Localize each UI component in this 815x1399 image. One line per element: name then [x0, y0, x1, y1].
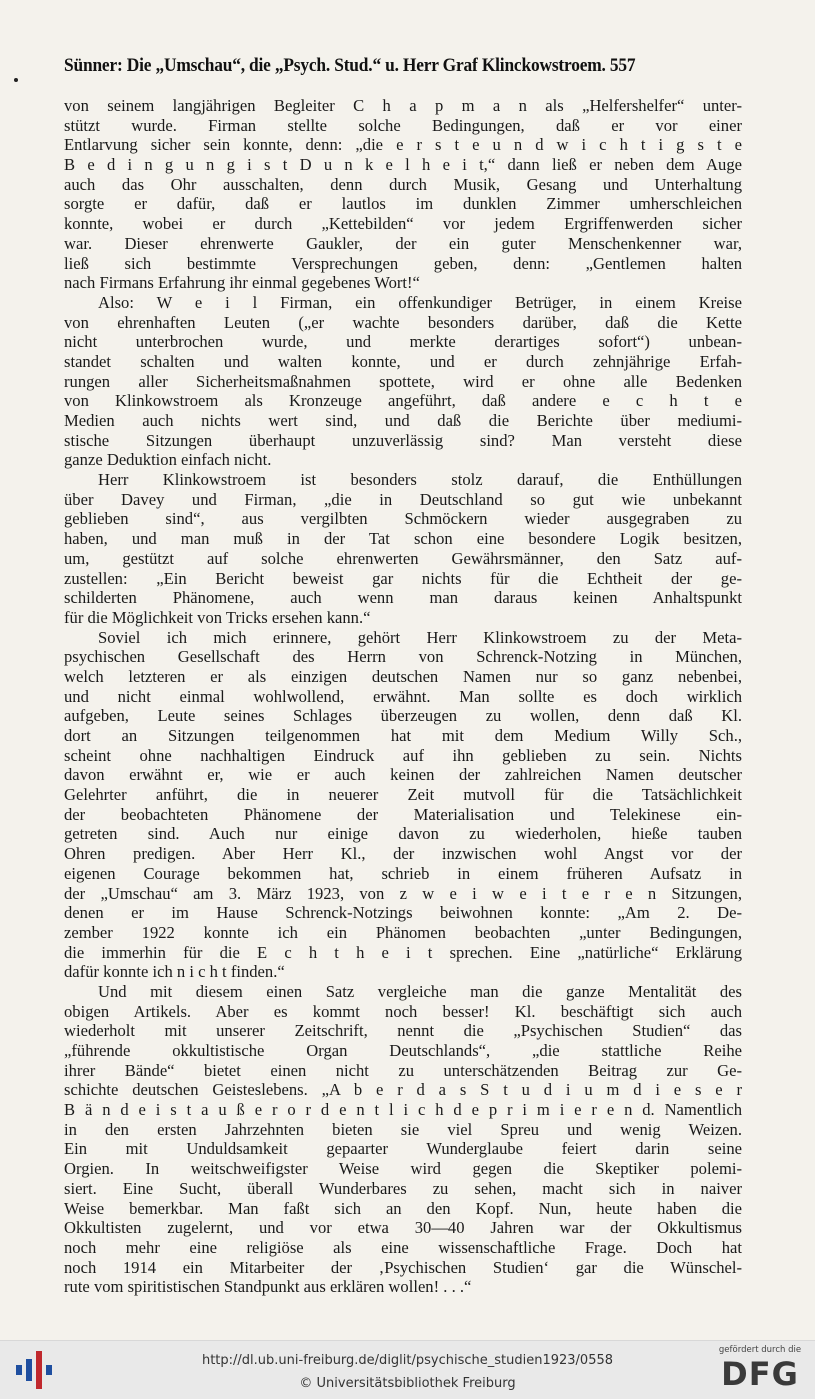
text-line: B e d i n g u n g i s t D u n k e l h e i t,“ dann ließ er neben dem Auge [64, 155, 742, 175]
text-line: noch mehr eine religiöse als eine wissenschaftliche Frage. Doch hat [64, 1237, 742, 1257]
running-head: Sünner: Die „Umschau“, die „Psych. Stud.“ u. Herr Graf Klinckowstroem. 557 [64, 56, 636, 76]
text-line: Entlarvung sicher sein konnte, denn: „die e r s t e u n d w i c h t i g s t e [64, 135, 742, 155]
text-line: dort an Sitzungen teilgenommen hat mit dem Medium Willy Sch., [64, 726, 742, 745]
text-line: die immerhin für die E c h t h e i t sprechen. Eine „natürliche“ Erklärung [64, 942, 742, 962]
text-line: um, gestützt auf solche ehrenwerten Gewährsmänner, den Satz auf- [64, 548, 742, 568]
text-line: getreten sind. Auch nur einige davon zu wiederholen, hieße tauben [64, 824, 742, 844]
text-line: Ein mit Unduldsamkeit gepaarter Wunderglaube feiert darin seine [64, 1139, 742, 1159]
text-line: und nicht einmal wohlwollend, erwähnt. Man sollte es doch wirklich [64, 686, 742, 706]
text-line: schichte deutschen Geisteslebens. „A b e r d a s S t u d i u m d i e s e r [64, 1080, 742, 1100]
text-line: auch das Ohr ausschalten, denn durch Musik, Gesang und Unterhaltung [64, 174, 742, 194]
text-line: noch 1914 ein Mitarbeiter der ‚Psychischen Studien‘ gar die Wünschel- [64, 1257, 742, 1277]
text-line: obigen Artikels. Aber es kommt noch besser! Kl. beschäftigt sich auch [64, 1001, 742, 1021]
text-line: rute vom spiritistischen Standpunkt aus erklären wollen! . . .“ [64, 1277, 472, 1297]
dfg-logo [715, 1345, 805, 1395]
text-line: ihrer Bände“ bietet einen nicht zu unterschätzenden Beitrag zur Ge- [64, 1060, 742, 1080]
text-line: konnte, wobei er durch „Kettebilden“ vor jedem Ergriffenwerden sicher [64, 214, 742, 234]
text-line: psychischen Gesellschaft des Herrn von Schrenck-Notzing in München, [64, 647, 742, 667]
source-url-link[interactable]: http://dl.ub.uni-freiburg.de/diglit/psychische_studien1923/0558 [201, 1353, 614, 1368]
text-line: von Klinkowstroem als Kronzeuge angeführt, daß andere e c h t e [64, 391, 742, 411]
text-line: der beobachteten Phänomene der Materialisation und Telekinese ein- [64, 804, 742, 824]
text-line: aufgeben, Leute seines Schlages überzeugen zu wollen, denn daß Kl. [64, 706, 742, 726]
text-line: davon erwähnt er, wie er auch keinen der zahlreichen Namen deutscher [64, 765, 742, 785]
text-line: siert. Eine Sucht, überall Wunderbares zu sehen, macht sich in naiver [64, 1178, 742, 1198]
text-line: von ehrenhaften Leuten („er wachte besonders darüber, daß die Kette [64, 312, 742, 332]
text-line: „führende okkultistische Organ Deutschlands“, „die stattliche Reihe [64, 1041, 742, 1060]
text-line: für die Möglichkeit von Tricks ersehen kann.“ [64, 607, 371, 627]
text-line: stützt wurde. Firman stellte solche Bedingungen, daß er vor einer [64, 115, 742, 135]
text-line: denen er im Hause Schrenck-Notzings beiwohnen konnte: „Am 2. De- [64, 903, 742, 923]
text-line: von seinem langjährigen Begleiter C h a p m a n als „Helfershelfer“ unter- [64, 96, 742, 115]
text-line: zember 1922 konnte ich ein Phänomen beobachten „unter Bedingungen, [64, 922, 742, 942]
scan-speck [14, 78, 18, 82]
body-text [64, 96, 742, 1297]
text-line: zustellen: „Ein Bericht beweist gar nichts für die Echtheit der ge- [64, 568, 742, 588]
text-line: in den ersten Jahrzehnten bieten sie viel Spreu und wenig Weizen. [64, 1119, 742, 1139]
text-line: Weise bemerkbar. Man faßt sich an den Kopf. Nun, heute haben die [64, 1198, 742, 1218]
text-line: Herr Klinkowstroem ist besonders stolz darauf, die Enthüllungen [98, 470, 742, 490]
text-line: haben, und man muß in der Tat schon eine besondere Logik besitzen, [64, 529, 742, 549]
text-line: welch letzteren er als einzigen deutschen Namen nur so ganz nebenbei, [64, 666, 742, 686]
text-line: der „Umschau“ am 3. März 1923, von z w e i w e i t e r e n Sitzungen, [64, 883, 742, 903]
text-line: Soviel ich mich erinnere, gehört Herr Klinkowstroem zu der Meta- [98, 627, 742, 647]
text-line: Also: W e i l Firman, ein offenkundiger Betrüger, in einem Kreise [98, 292, 742, 312]
text-line: Gelehrter anführt, die in neuerer Zeit mutvoll für die Tatsächlichkeit [64, 785, 742, 805]
text-line: dafür konnte ich n i c h t finden.“ [64, 962, 285, 982]
text-line: sorgte er dafür, daß er lautlos im dunklen Zimmer umherschleichen [64, 194, 742, 214]
text-line: Okkultisten zugelernt, und vor etwa 30—40 Jahren war der Okkultismus [64, 1218, 742, 1238]
text-line: war. Dieser ehrenwerte Gaukler, der ein guter Menschenkenner war, [64, 233, 742, 253]
text-line: nach Firmans Erfahrung ihr einmal gegebenes Wort!“ [64, 273, 420, 293]
text-line: Und mit diesem einen Satz vergleiche man die ganze Mentalität des [98, 981, 742, 1001]
text-line: B ä n d e i s t a u ß e r o r d e n t l i c h d e p r i m i e r e n d. Namentlich [64, 1100, 742, 1120]
text-line: rungen aller Sicherheitsmaßnahmen spottete, wird er ohne alle Bedenken [64, 371, 742, 391]
footer-bar [0, 1340, 815, 1399]
text-line: scheint ohne nachhaltigen Eindruck auf ihn geblieben zu sein. Nichts [64, 745, 742, 765]
text-line: nicht unterbrochen wurde, und merkte derartiges sofort“) unbean- [64, 332, 742, 352]
text-line: schilderten Phänomene, auch wenn man daraus keinen Anhaltspunkt [64, 588, 742, 608]
text-line: standet schalten und walten konnte, und er durch zehnjährige Erfah- [64, 351, 742, 371]
text-line: Ohren predigen. Aber Herr Kl., der inzwischen wohl Angst vor der [64, 844, 742, 864]
dfg-caption: gefördert durch die [718, 1345, 802, 1355]
text-line: eigenen Courage bekommen hat, schrieb in einem früheren Aufsatz in [64, 863, 742, 883]
copyright-notice: © Universitätsbibliothek Freiburg [299, 1376, 516, 1391]
text-line: ganze Deduktion einfach nicht. [64, 450, 272, 470]
text-line: stische Sitzungen überhaupt unzuverlässig sind? Man versteht diese [64, 430, 742, 450]
text-line: Medien auch nichts wert sind, und daß die Berichte über mediumi- [64, 411, 742, 430]
dfg-logo-text: DFG [721, 1355, 799, 1393]
text-line: wiederholt mit unserer Zeitschrift, nennt die „Psychischen Studien“ das [64, 1021, 742, 1041]
text-line: ließ sich bestimmte Versprechungen geben, denn: „Gentlemen halten [64, 253, 742, 273]
text-line: über Davey und Firman, „die in Deutschland so gut wie unbekannt [64, 489, 742, 509]
text-line: geblieben sind“, aus vergilbten Schmöckern wieder ausgegraben zu [64, 509, 742, 529]
text-line: Orgien. In weitschweifigster Weise wird gegen die Skeptiker polemi- [64, 1159, 742, 1179]
